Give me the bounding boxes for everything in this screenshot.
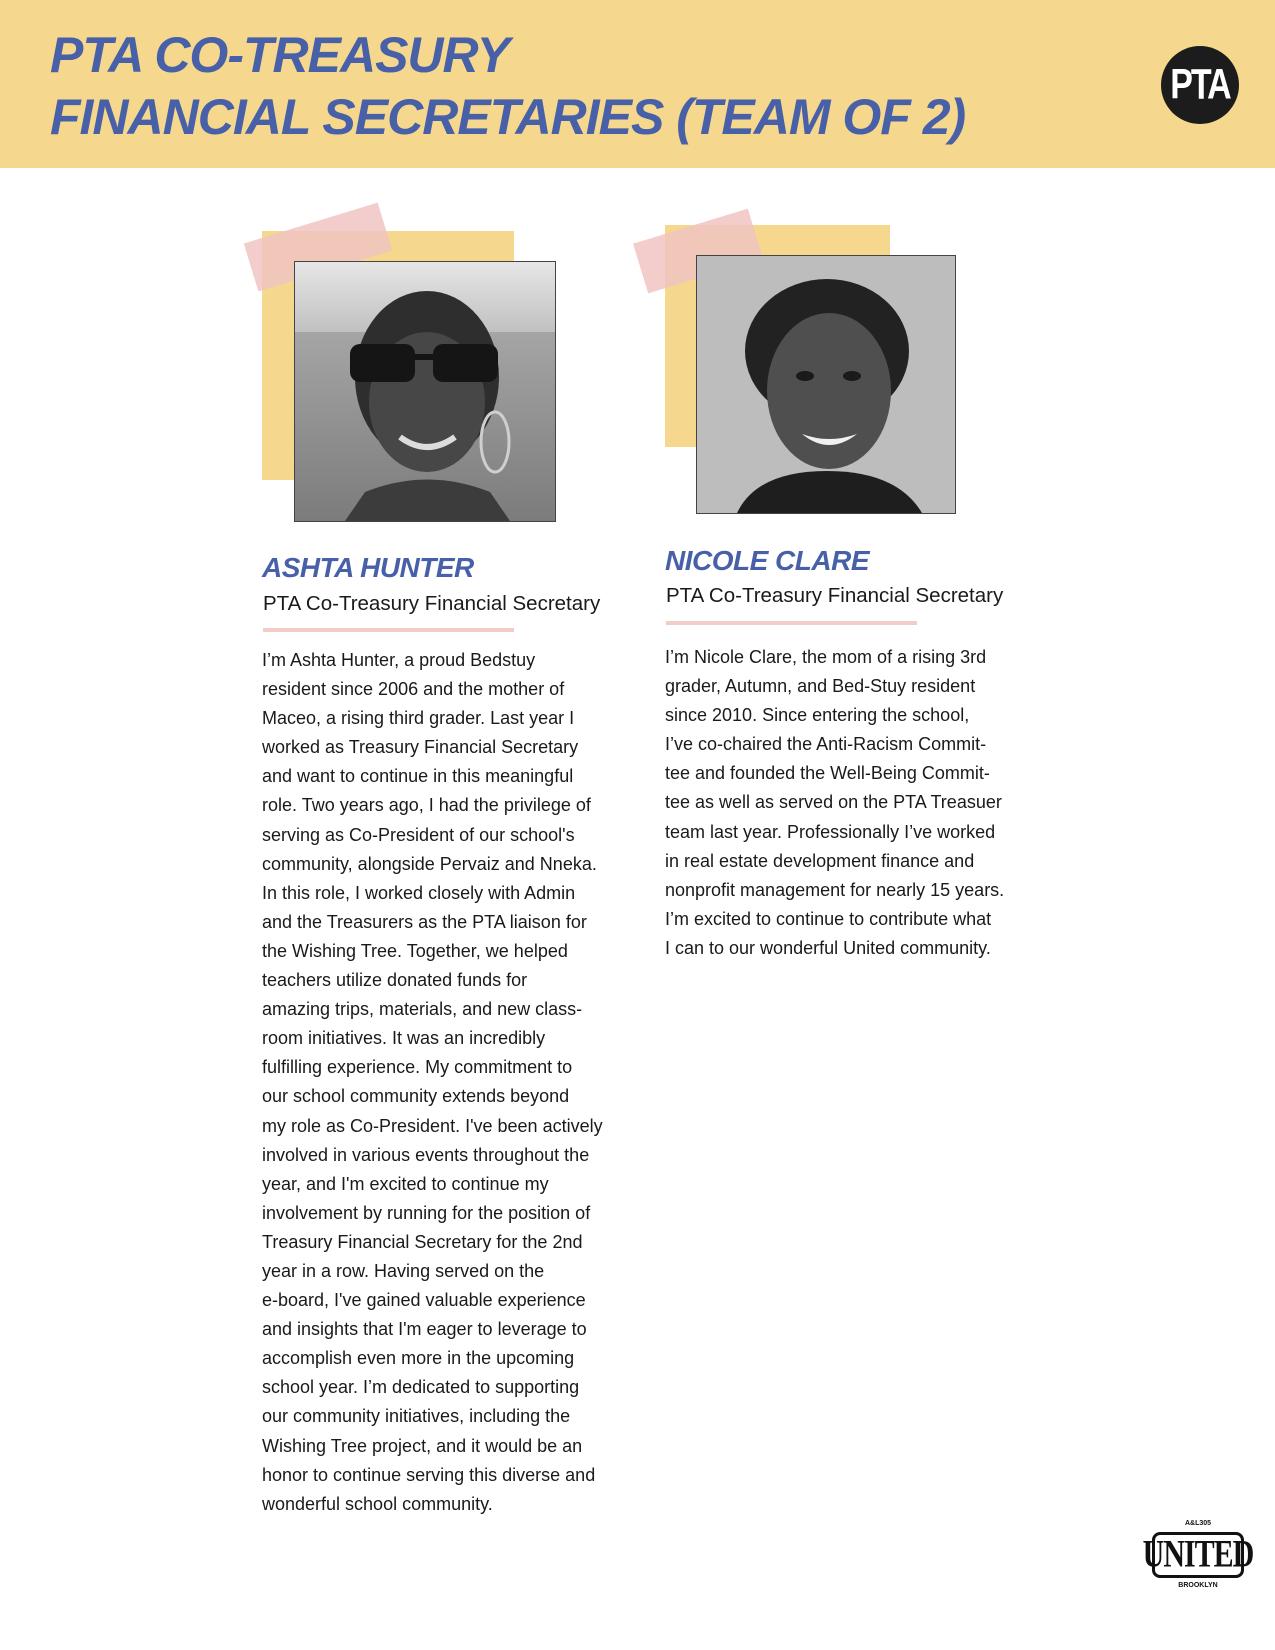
bio-line: Treasury Financial Secretary for the 2nd (262, 1231, 583, 1252)
candidate-bio-ashta (262, 646, 603, 1519)
bio-line: teachers utilize donated funds for (262, 970, 528, 991)
bio-line: resident since 2006 and the mother of (262, 679, 565, 700)
bio-line: and insights that I'm eager to leverage to (262, 1319, 587, 1340)
bio-line: I’m Nicole Clare, the mom of a rising 3rd (665, 647, 987, 667)
bio-line: my role as Co-President. I've been actively (262, 1115, 603, 1136)
logo-top-text: A&L305 (1184, 1520, 1212, 1527)
bio-line: room initiatives. It was an incredibly (262, 1028, 546, 1049)
bio-line: school year. I’m dedicated to supporting (262, 1377, 580, 1398)
bio-line: worked as Treasury Financial Secretary (262, 737, 579, 758)
bio-line: community, alongside Pervaiz and Nneka. (262, 853, 597, 874)
bio-line: involvement by running for the position of (262, 1202, 591, 1223)
bio-line: e-board, I've gained valuable experience (262, 1290, 586, 1311)
bio-line: accomplish even more in the upcoming (262, 1348, 575, 1369)
bio-line: involved in various events throughout the (262, 1144, 590, 1165)
candidate-name-nicole: NICOLE CLARE (665, 545, 869, 576)
united-brooklyn-logo (1142, 1520, 1254, 1616)
bio-line: role. Two years ago, I had the privilege of (262, 795, 591, 816)
bio-line: tee and founded the Well-Being Commit- (665, 763, 990, 784)
bio-line: serving as Co-President of our school's (262, 824, 575, 845)
bio-line: fulfilling experience. My commitment to (262, 1057, 573, 1078)
bio-line: and the Treasurers as the PTA liaison for (262, 911, 587, 932)
bio-line: team last year. Professionally I’ve worked (665, 821, 996, 842)
bio-line: I can to our wonderful United community. (665, 937, 991, 958)
bio-line: grader, Autumn, and Bed-Stuy resident (665, 676, 976, 697)
candidate-role-ashta: PTA Co-Treasury Financial Secretary (263, 592, 601, 615)
bio-line: I’m excited to continue to contribute what (665, 908, 992, 929)
bio-line: I’ve co-chaired the Anti-Racism Commit- (665, 734, 987, 755)
bio-line: and want to continue in this meaningful (262, 766, 574, 787)
candidate-bio-nicole (665, 643, 1004, 963)
bio-line: year, and I'm excited to continue my (262, 1173, 549, 1194)
pta-logo-text: PTA (1170, 60, 1230, 109)
page-title (50, 24, 965, 148)
title-line-1: PTA CO-TREASURY (50, 27, 510, 83)
portrait-placeholder-1 (295, 262, 555, 521)
logo-bottom-text: BROOKLYN (1178, 1582, 1218, 1589)
bio-line: I’m Ashta Hunter, a proud Bedstuy (262, 650, 536, 670)
candidate-role-nicole: PTA Co-Treasury Financial Secretary (666, 584, 1004, 607)
bio-line: our community initiatives, including the (262, 1406, 571, 1427)
divider-rule-2 (666, 621, 917, 625)
portrait-placeholder-2 (697, 256, 955, 513)
bio-line: Maceo, a rising third grader. Last year I (262, 708, 575, 729)
bio-line: our school community extends beyond (262, 1086, 570, 1107)
bio-line: since 2010. Since entering the school, (665, 705, 970, 726)
divider-rule-1 (263, 628, 514, 632)
header-banner (0, 0, 1275, 168)
bio-line: tee as well as served on the PTA Treasuer (665, 792, 1002, 813)
bio-line: In this role, I worked closely with Admin (262, 882, 576, 903)
bio-line: the Wishing Tree. Together, we helped (262, 940, 568, 961)
candidate-photo-nicole (696, 255, 956, 514)
bio-line: in real estate development finance and (665, 850, 975, 871)
candidate-name-ashta: ASHTA HUNTER (262, 552, 474, 583)
bio-line: year in a row. Having served on the (262, 1260, 545, 1281)
bio-line: Wishing Tree project, and it would be an (262, 1435, 583, 1456)
bio-line: wonderful school community. (262, 1493, 493, 1514)
candidate-photo-ashta (294, 261, 556, 522)
logo-main-text: UNITED (1142, 1532, 1254, 1576)
bio-line: amazing trips, materials, and new class- (262, 999, 583, 1020)
bio-line: honor to continue serving this diverse and (262, 1464, 596, 1485)
pta-logo (1161, 46, 1239, 124)
logo-badge (1142, 1532, 1254, 1578)
title-line-2: FINANCIAL SECRETARIES (TEAM OF 2) (50, 89, 966, 145)
bio-line: nonprofit management for nearly 15 years. (665, 879, 1005, 900)
